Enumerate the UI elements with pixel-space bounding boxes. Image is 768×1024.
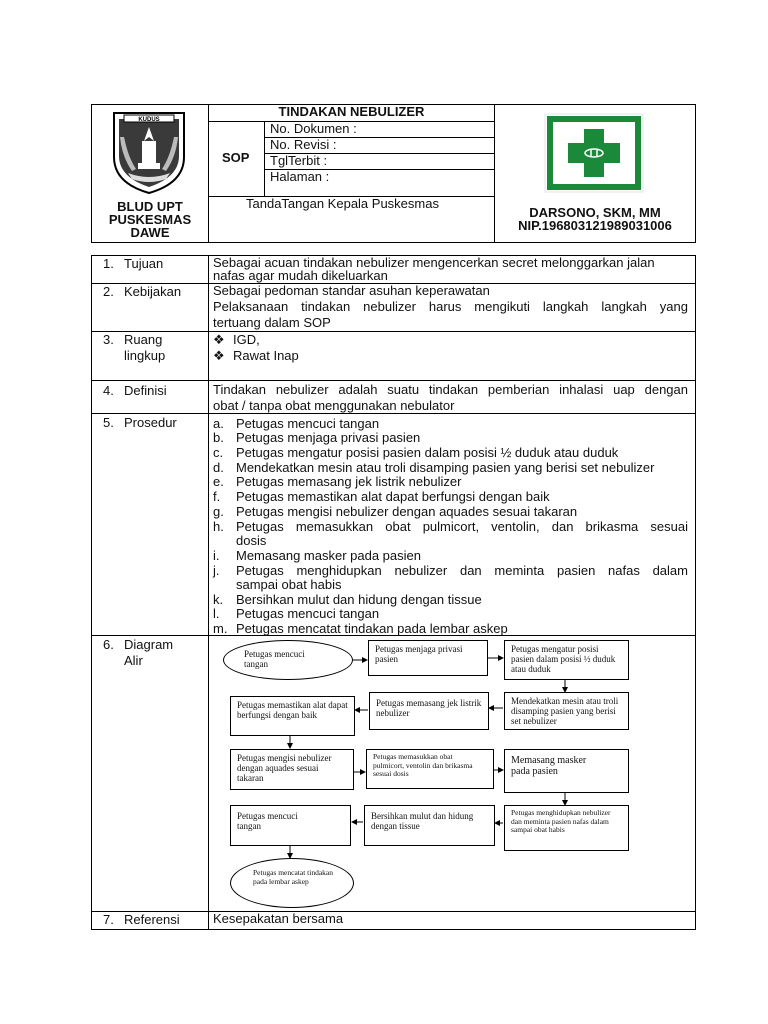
step-letter: c. xyxy=(213,445,224,460)
step-letter: j. xyxy=(213,563,220,578)
step-text: Petugas mengisi nebulizer dengan aquades sesuai takaran xyxy=(236,504,578,519)
step-letter: e. xyxy=(213,474,224,489)
diamond-bullet-icon: ❖ xyxy=(213,348,225,363)
row-referensi-label: Referensi xyxy=(124,912,180,927)
flow-node-mesin: Mendekatkan mesin atau troli disamping pasien yang berisi set nebulizer xyxy=(504,692,629,730)
step-letter: f. xyxy=(213,489,221,504)
flow-node-tissue: Bersihkan mulut dan hidung dengan tissue xyxy=(364,805,495,846)
row-ruang-label-2: lingkup xyxy=(124,348,166,363)
step-text: Petugas mengatur posisi pasien dalam posisi ½ duduk atau duduk xyxy=(236,445,619,460)
diamond-bullet-icon: ❖ xyxy=(213,332,225,347)
step-text-continued: dosis xyxy=(236,533,267,548)
flow-node-nebulizer-on: Petugas menghidupkan nebulizer dan meminta pasien nafas dalam sampai obat habis xyxy=(504,805,629,851)
row-diagram-label-1: Diagram xyxy=(124,637,174,652)
definisi-text-line1: Tindakan nebulizer adalah suatu tindakan pemberian inhalasi uap dengan xyxy=(213,382,688,397)
step-text: Petugas mencatat tindakan pada lembar askep xyxy=(236,621,508,636)
step-text: Bersihkan mulut dan hidung dengan tissue xyxy=(236,592,482,607)
org-name-line1: BLUD UPT xyxy=(117,199,183,214)
kebijakan-text-line3: tertuang dalam SOP xyxy=(213,315,331,330)
org-name-line3: DAWE xyxy=(130,225,170,240)
referensi-text: Kesepakatan bersama xyxy=(213,911,344,926)
flow-node-end: Petugas mencatat tindakan pada lembar askep xyxy=(230,858,354,908)
kebijakan-text-line1: Sebagai pedoman standar asuhan keperawatan xyxy=(213,283,490,298)
field-no-dokumen: No. Dokumen : xyxy=(270,121,357,136)
document-title: TINDAKAN NEBULIZER xyxy=(278,104,425,119)
row-prosedur-label: Prosedur xyxy=(124,415,177,430)
definisi-text-line2: obat / tanpa obat menggunakan nebulator xyxy=(213,398,455,413)
row-diagram-label-2: Alir xyxy=(124,653,143,668)
step-letter: d. xyxy=(213,460,224,475)
step-text: Memasang masker pada pasien xyxy=(236,548,421,563)
field-no-revisi: No. Revisi : xyxy=(270,137,337,152)
row-tujuan-number: 1. xyxy=(103,256,114,271)
step-letter: l. xyxy=(213,606,220,621)
step-text: Petugas mencuci tangan xyxy=(236,416,380,431)
row-ruang-label-1: Ruang xyxy=(124,332,163,347)
flow-node-posisi: Petugas mengatur posisi pasien dalam posisi ½ duduk atau duduk xyxy=(504,640,629,680)
flow-node-alat: Petugas memastikan alat dapat berfungsi dengan baik xyxy=(230,696,355,736)
row-definisi-number: 4. xyxy=(103,383,114,398)
flow-node-jek: Petugas memasang jek listrik nebulizer xyxy=(369,692,489,730)
field-tgl-terbit: TglTerbit : xyxy=(270,153,328,168)
step-text: Petugas mencuci tangan xyxy=(236,606,380,621)
signer-nip: NIP.196803121989031006 xyxy=(518,218,672,233)
flow-node-cuci-tangan: Petugas mencuci tangan xyxy=(230,805,351,846)
step-text: Petugas memastikan alat dapat berfungsi dengan baik xyxy=(236,489,550,504)
step-text: Mendekatkan mesin atau troli disamping pasien yang berisi set nebulizer xyxy=(236,460,655,475)
row-prosedur-number: 5. xyxy=(103,415,114,430)
step-text: Petugas memasukkan obat pulmicort, ventolin, dan brikasma sesuai xyxy=(236,519,688,534)
row-kebijakan-label: Kebijakan xyxy=(124,284,182,299)
tujuan-text-line1: Sebagai acuan tindakan nebulizer mengencerkan secret melonggarkan jalan xyxy=(213,255,655,270)
field-halaman: Halaman : xyxy=(270,169,330,184)
signature-label: TandaTangan Kepala Puskesmas xyxy=(246,196,439,211)
step-letter: h. xyxy=(213,519,224,534)
flow-node-privasi: Petugas menjaga privasi pasien xyxy=(368,640,488,676)
tujuan-text-line2: nafas agar mudah dikeluarkan xyxy=(213,268,388,283)
svg-text:KUDUS: KUDUS xyxy=(138,117,160,123)
signer-name: DARSONO, SKM, MM xyxy=(529,205,661,220)
step-text: Petugas menghidupkan nebulizer dan meminta pasien nafas dalam xyxy=(236,563,688,578)
flow-node-masker: Memasang masker pada pasien xyxy=(504,749,629,793)
row-definisi-label: Definisi xyxy=(124,383,167,398)
step-letter: m. xyxy=(213,621,228,636)
kebijakan-text-line2: Pelaksanaan tindakan nebulizer harus mengikuti langkah langkah yang xyxy=(213,299,688,314)
row-kebijakan-number: 2. xyxy=(103,284,114,299)
row-referensi-number: 7. xyxy=(103,912,114,927)
step-letter: k. xyxy=(213,592,224,607)
step-text-continued: sampai obat habis xyxy=(236,577,342,592)
step-text: Petugas menjaga privasi pasien xyxy=(236,430,421,445)
ruang-item-igd: IGD, xyxy=(233,332,260,347)
step-letter: g. xyxy=(213,504,224,519)
flow-node-obat: Petugas memasukkan obat pulmicort, ventolin dan brikasma sesuai dosis xyxy=(366,749,494,789)
step-letter: b. xyxy=(213,430,224,445)
step-letter: a. xyxy=(213,416,224,431)
row-ruang-number: 3. xyxy=(103,332,114,347)
flow-node-aquades: Petugas mengisi nebulizer dengan aquades sesuai takaran xyxy=(230,749,354,790)
flow-node-start: Petugas mencuci tangan xyxy=(223,640,353,680)
step-letter: i. xyxy=(213,548,220,563)
step-text: Petugas memasang jek listrik nebulizer xyxy=(236,474,462,489)
row-diagram-number: 6. xyxy=(103,637,114,652)
ruang-item-rawat-inap: Rawat Inap xyxy=(233,348,299,363)
sop-label: SOP xyxy=(222,150,250,165)
org-name-line2: PUSKESMAS xyxy=(108,212,192,227)
row-tujuan-label: Tujuan xyxy=(124,256,164,271)
